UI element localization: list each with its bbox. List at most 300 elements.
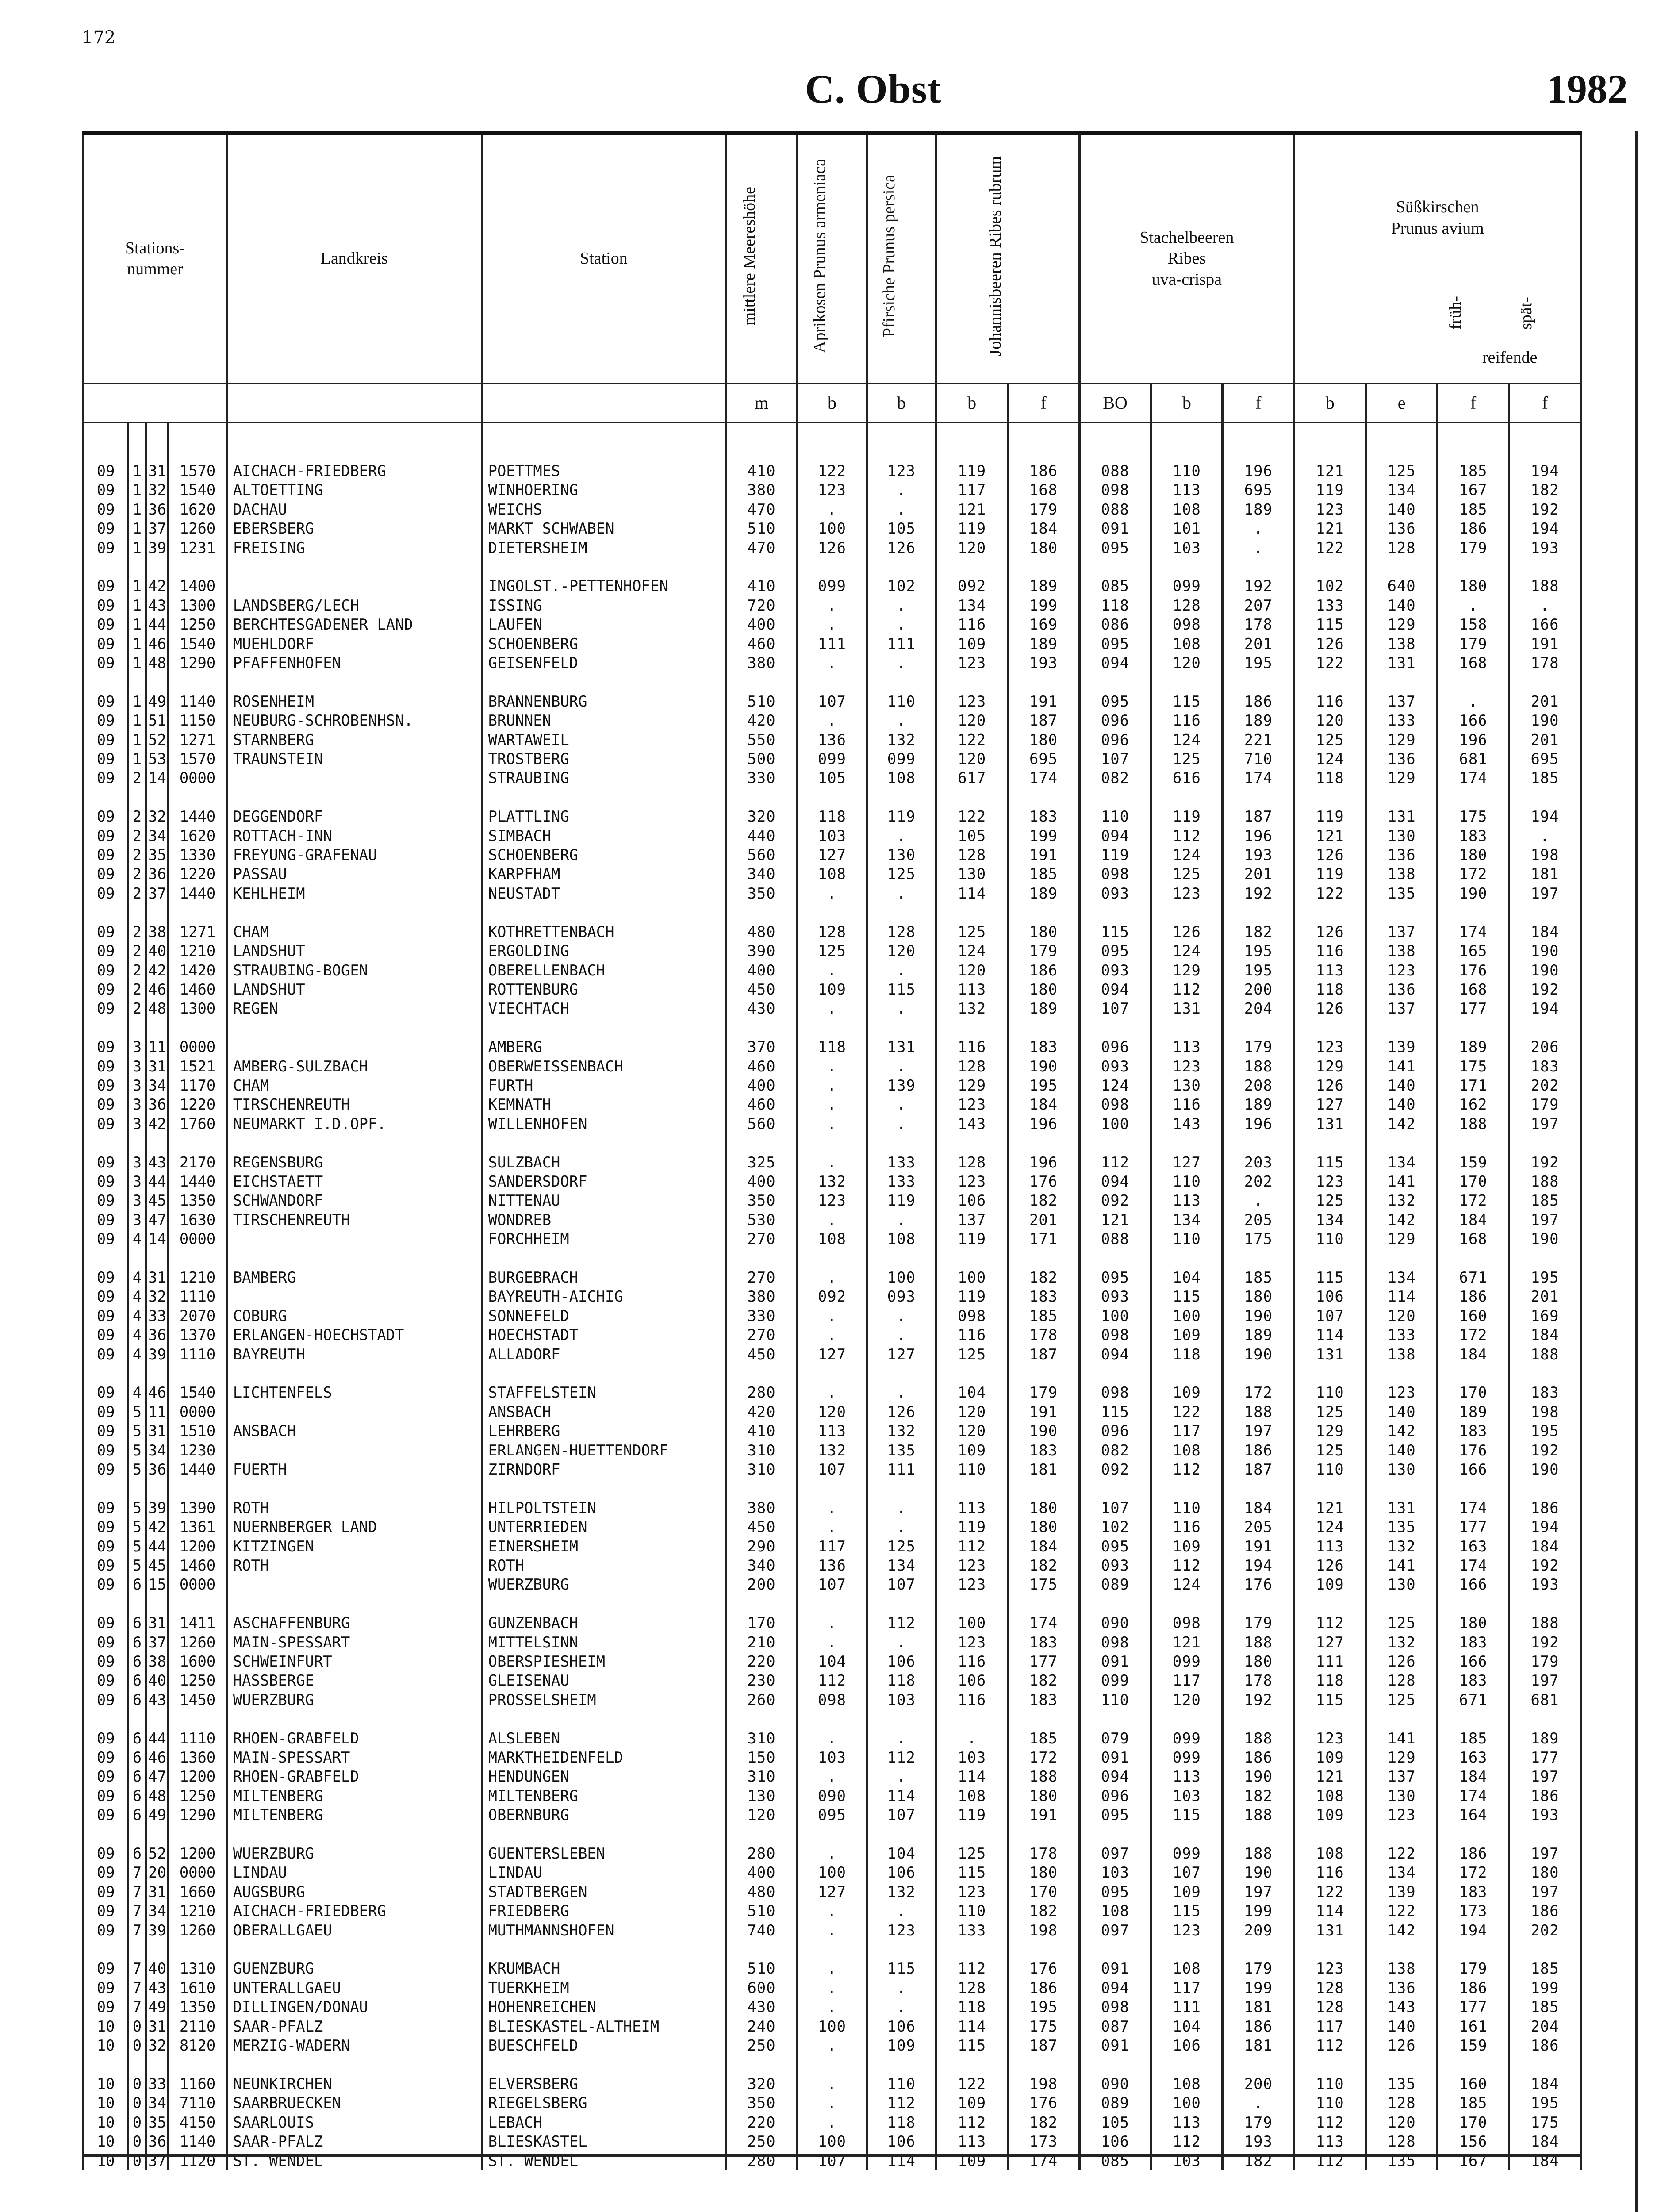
table-cell: 400 (726, 1863, 798, 1882)
table-cell: 5 (128, 1498, 146, 1517)
table-cell: 132 (936, 999, 1008, 1018)
table-row (84, 1460, 1581, 1479)
table-cell: ELVERSBERG (482, 2074, 726, 2093)
table-cell: 170 (1438, 1172, 1509, 1191)
table-cell: 103 (1151, 2151, 1223, 2170)
table-cell: 099 (867, 749, 936, 768)
table-cell: 113 (1151, 480, 1223, 499)
table-cell: 159 (1438, 2036, 1509, 2055)
table-cell: 1460 (169, 1556, 227, 1575)
table-cell: ALTOETTING (226, 480, 482, 499)
table-cell: 09 (84, 1114, 128, 1133)
table-cell: 134 (1366, 1268, 1438, 1287)
table-cell: 183 (1438, 826, 1509, 845)
table-cell: 184 (1509, 2151, 1580, 2170)
table-cell: KRUMBACH (482, 1959, 726, 1978)
table-cell: 126 (867, 538, 936, 557)
table-cell: 118 (867, 2113, 936, 2132)
table-cell: . (798, 1767, 867, 1786)
table-cell: 09 (84, 1921, 128, 1940)
table-cell: 108 (798, 1229, 867, 1248)
table-cell: BURGEBRACH (482, 1268, 726, 1287)
table-cell: 192 (1223, 576, 1294, 595)
table-cell: 110 (867, 692, 936, 711)
table-cell: 125 (1294, 1441, 1366, 1460)
table-cell: KITZINGEN (226, 1537, 482, 1556)
table-cell: 1390 (169, 1498, 227, 1517)
table-cell: 098 (1079, 1095, 1151, 1114)
table-cell: 205 (1223, 1517, 1294, 1536)
table-cell: 183 (1509, 1057, 1580, 1076)
table-cell: 09 (84, 864, 128, 883)
table-cell: . (867, 1901, 936, 1920)
table-cell: 1620 (169, 500, 227, 519)
table-row (84, 1268, 1581, 1287)
table-cell: 164 (1438, 1805, 1509, 1824)
table-cell: STRAUBING-BOGEN (226, 961, 482, 980)
table-cell: 190 (1008, 1421, 1079, 1440)
table-cell: 1370 (169, 1325, 227, 1344)
table-cell: 640 (1366, 576, 1438, 595)
table-cell: 119 (936, 1805, 1008, 1824)
table-cell: 0 (128, 2036, 146, 2055)
table-cell: 100 (1151, 2093, 1223, 2112)
table-cell: . (798, 1114, 867, 1133)
table-cell: 09 (84, 1153, 128, 1172)
table-cell: 2 (128, 884, 146, 903)
table-cell: 112 (867, 2093, 936, 2112)
table-cell: 131 (1294, 1345, 1366, 1364)
table-cell: 192 (1509, 1441, 1580, 1460)
table-cell: 184 (1509, 922, 1580, 941)
table-cell: 186 (1008, 461, 1079, 480)
table-cell: 132 (1366, 1537, 1438, 1556)
table-row (84, 576, 1581, 595)
table-cell: 172 (1008, 1748, 1079, 1767)
table-cell: 380 (726, 653, 798, 672)
table-cell: 194 (1509, 807, 1580, 826)
table-cell: 1521 (169, 1057, 227, 1076)
table-cell: 109 (1151, 1537, 1223, 1556)
table-cell: CHAM (226, 922, 482, 941)
table-cell: 420 (726, 1402, 798, 1421)
table-row (84, 864, 1581, 883)
table-row (84, 1076, 1581, 1095)
table-cell: 110 (1151, 1172, 1223, 1191)
table-cell: 142 (1366, 1421, 1438, 1440)
table-cell: 098 (1151, 1613, 1223, 1632)
table-cell: 098 (1079, 1997, 1151, 2016)
table-cell: SAARLOUIS (226, 2113, 482, 2132)
table-cell: 119 (936, 1287, 1008, 1306)
table-cell: 112 (867, 1613, 936, 1632)
table-cell: SAARBRUECKEN (226, 2093, 482, 2112)
header-frueh: früh- (1446, 296, 1465, 330)
table-cell: 115 (1294, 1153, 1366, 1172)
table-cell: 110 (1294, 1460, 1366, 1479)
table-cell: 09 (84, 1863, 128, 1882)
table-cell: 188 (1509, 1345, 1580, 1364)
table-cell: 166 (1438, 1460, 1509, 1479)
table-cell: 125 (1294, 1191, 1366, 1210)
table-cell: 510 (726, 519, 798, 538)
table-cell: . (867, 480, 936, 499)
table-cell: 0 (128, 2017, 146, 2036)
table-cell (226, 1441, 482, 1460)
table-cell: 092 (798, 1287, 867, 1306)
table-cell: 171 (1008, 1229, 1079, 1248)
table-cell: 09 (84, 961, 128, 980)
table-cell: . (1438, 596, 1509, 615)
table-cell: . (798, 711, 867, 730)
table-cell: 128 (936, 1153, 1008, 1172)
table-cell: ROTH (226, 1498, 482, 1517)
table-cell: 125 (1294, 1402, 1366, 1421)
table-cell: 137 (1366, 692, 1438, 711)
table-cell: 201 (1509, 692, 1580, 711)
table-cell: BLIESKASTEL (482, 2132, 726, 2151)
table-cell: . (867, 826, 936, 845)
table-cell: LICHTENFELS (226, 1383, 482, 1402)
table-cell: 112 (936, 1959, 1008, 1978)
table-cell: 111 (1151, 1997, 1223, 2016)
table-cell: ASCHAFFENBURG (226, 1613, 482, 1632)
table-cell: 095 (1079, 1805, 1151, 1824)
table-cell: 095 (1079, 538, 1151, 557)
table-cell: 430 (726, 999, 798, 1018)
table-cell: 250 (726, 2132, 798, 2151)
table-cell: 112 (1151, 1556, 1223, 1575)
table-cell: 187 (1008, 711, 1079, 730)
table-cell: ST. WENDEL (482, 2151, 726, 2170)
table-cell: 119 (1079, 845, 1151, 864)
table-cell: . (1223, 519, 1294, 538)
table-cell: 120 (936, 749, 1008, 768)
table-cell: 1231 (169, 538, 227, 557)
table-cell: 196 (1438, 730, 1509, 749)
table-cell: 128 (1366, 1671, 1438, 1690)
table-cell: 185 (1223, 1268, 1294, 1287)
table-cell: 130 (867, 845, 936, 864)
table-cell: 192 (1509, 500, 1580, 519)
table-row (84, 1345, 1581, 1364)
table-cell: 121 (1294, 461, 1366, 480)
table-cell: WARTAWEIL (482, 730, 726, 749)
table-cell: 1290 (169, 653, 227, 672)
table-row (84, 1767, 1581, 1786)
table-cell: 184 (1509, 1537, 1580, 1556)
table-cell: 138 (1366, 941, 1438, 960)
table-cell: RIEGELSBERG (482, 2093, 726, 2112)
table-cell: 091 (1079, 1652, 1151, 1671)
table-cell: 095 (1079, 1537, 1151, 1556)
table-cell: 6 (128, 1748, 146, 1767)
table-cell: 40 (146, 941, 169, 960)
table-cell: 1760 (169, 1114, 227, 1133)
table-cell: 09 (84, 1076, 128, 1095)
table-cell (226, 1575, 482, 1594)
table-cell: 129 (1294, 1057, 1366, 1076)
table-cell: 2 (128, 864, 146, 883)
table-cell: 118 (936, 1997, 1008, 2016)
table-cell: 106 (1294, 1287, 1366, 1306)
table-cell: 099 (798, 576, 867, 595)
table-cell: 09 (84, 1421, 128, 1440)
table-cell: 121 (1079, 1210, 1151, 1229)
table-cell: 170 (1438, 1383, 1509, 1402)
table-row (84, 961, 1581, 980)
table-cell: 1 (128, 519, 146, 538)
table-cell: 123 (936, 1172, 1008, 1191)
table-cell: 166 (1438, 1652, 1509, 1671)
table-cell: 109 (936, 634, 1008, 653)
table-cell: 410 (726, 461, 798, 480)
table-cell: 1400 (169, 576, 227, 595)
header-landkreis: Landkreis (226, 133, 482, 384)
table-cell: 340 (726, 864, 798, 883)
table-cell: 192 (1509, 1556, 1580, 1575)
group-spacer (84, 1594, 1581, 1613)
table-cell: 0 (128, 2132, 146, 2151)
table-cell: 126 (1294, 922, 1366, 941)
table-cell: 34 (146, 1901, 169, 1920)
table-cell: 7 (128, 1882, 146, 1901)
table-cell: KARPFHAM (482, 864, 726, 883)
unit-cell: b (1151, 384, 1223, 422)
table-cell: 134 (936, 596, 1008, 615)
table-row (84, 538, 1581, 557)
table-cell: 450 (726, 1517, 798, 1536)
table-cell: 09 (84, 1901, 128, 1920)
table-cell: 197 (1223, 1882, 1294, 1901)
table-cell: 111 (1294, 1652, 1366, 1671)
table-cell: 176 (1008, 2093, 1079, 2112)
table-cell: 115 (867, 1959, 936, 1978)
table-cell: 1600 (169, 1652, 227, 1671)
table-row (84, 807, 1581, 826)
table-cell: . (798, 2036, 867, 2055)
table-cell: 115 (1294, 1690, 1366, 1709)
table-cell (226, 1037, 482, 1056)
table-cell: 114 (936, 1767, 1008, 1786)
table-cell: 0 (128, 2113, 146, 2132)
table-row (84, 1172, 1581, 1191)
table-cell: 125 (936, 922, 1008, 941)
table-cell: 113 (1294, 2132, 1366, 2151)
table-cell: 189 (1223, 500, 1294, 519)
table-cell: 197 (1509, 1844, 1580, 1863)
table-cell: 270 (726, 1268, 798, 1287)
table-cell: 45 (146, 1556, 169, 1575)
table-cell: PLATTLING (482, 807, 726, 826)
table-cell: 197 (1509, 1882, 1580, 1901)
table-cell: 140 (1366, 596, 1438, 615)
table-cell: 085 (1079, 2151, 1151, 2170)
table-cell: 134 (1366, 1153, 1438, 1172)
table-cell: 128 (1151, 596, 1223, 615)
table-cell: 175 (1223, 1229, 1294, 1248)
table-cell: 106 (867, 2132, 936, 2151)
table-cell: 093 (1079, 961, 1151, 980)
table-cell: 0 (128, 2074, 146, 2093)
table-cell: 130 (1366, 1786, 1438, 1805)
table-cell: TRAUNSTEIN (226, 749, 482, 768)
table-cell: 193 (1509, 538, 1580, 557)
table-cell: 120 (1366, 1306, 1438, 1325)
table-row (84, 1114, 1581, 1133)
table-row (84, 1325, 1581, 1344)
table-cell: 129 (936, 1076, 1008, 1095)
table-cell: 34 (146, 2093, 169, 2112)
table-cell: TROSTBERG (482, 749, 726, 768)
table-cell: 136 (1366, 519, 1438, 538)
table-row (84, 634, 1581, 653)
table-cell: 560 (726, 1114, 798, 1133)
header-johannisbeeren: Johannisbeeren Ribes rubrum (936, 133, 1079, 384)
table-cell: 32 (146, 480, 169, 499)
table-cell: 135 (1366, 2151, 1438, 2170)
table-cell: 184 (1509, 2074, 1580, 2093)
group-spacer (84, 423, 1581, 461)
table-cell: . (1509, 596, 1580, 615)
table-cell: 191 (1223, 1537, 1294, 1556)
table-cell: 196 (1008, 1153, 1079, 1172)
table-row (84, 2036, 1581, 2055)
table-cell: 118 (867, 1671, 936, 1690)
table-cell: 09 (84, 1690, 128, 1709)
table-row (84, 941, 1581, 960)
table-cell: . (798, 2093, 867, 2112)
table-cell: 187 (1008, 2036, 1079, 2055)
table-cell: 181 (1223, 2036, 1294, 2055)
table-cell: 188 (1509, 576, 1580, 595)
table-cell: 187 (1223, 1460, 1294, 1479)
table-cell: STRAUBING (482, 768, 726, 787)
table-cell (226, 1402, 482, 1421)
table-cell: 189 (1008, 634, 1079, 653)
table-cell: WUERZBURG (226, 1844, 482, 1863)
table-cell: 110 (1151, 1229, 1223, 1248)
table-cell: 092 (936, 576, 1008, 595)
table-cell: . (798, 1210, 867, 1229)
table-cell: 179 (1223, 1613, 1294, 1632)
table-row (84, 480, 1581, 499)
table-cell: STADTBERGEN (482, 1882, 726, 1901)
table-cell: 098 (1079, 1325, 1151, 1344)
table-cell: 123 (867, 461, 936, 480)
table-cell: 110 (867, 2074, 936, 2093)
table-cell: 118 (1294, 980, 1366, 999)
table-cell: 178 (1223, 1671, 1294, 1690)
table-cell: 195 (1223, 961, 1294, 980)
table-cell: LEBACH (482, 2113, 726, 2132)
table-cell: 52 (146, 1844, 169, 1863)
table-cell: 111 (798, 634, 867, 653)
table-cell: 180 (1509, 1863, 1580, 1882)
table-cell: 117 (1294, 2017, 1366, 2036)
table-cell: 087 (1079, 2017, 1151, 2036)
table-cell: 189 (1008, 576, 1079, 595)
unit-cell: b (867, 384, 936, 422)
table-cell: 280 (726, 1844, 798, 1863)
table-cell: 1 (128, 730, 146, 749)
table-cell: 1260 (169, 1921, 227, 1940)
table-cell: 163 (1438, 1748, 1509, 1767)
table-cell: 100 (936, 1613, 1008, 1632)
header-aprikosen: Aprikosen Prunus armeniaca (798, 133, 867, 384)
table-cell: 185 (1509, 1191, 1580, 1210)
table-cell: 1450 (169, 1690, 227, 1709)
table-cell: 193 (1509, 1575, 1580, 1594)
table-cell: 090 (1079, 1613, 1151, 1632)
table-cell: . (1223, 2093, 1294, 2112)
table-cell: VIECHTACH (482, 999, 726, 1018)
table-cell: 095 (1079, 1268, 1151, 1287)
table-cell: 1250 (169, 615, 227, 634)
table-cell: 123 (936, 1556, 1008, 1575)
table-cell: 140 (1366, 1441, 1438, 1460)
table-cell: 113 (798, 1421, 867, 1440)
table-row (84, 1921, 1581, 1940)
table-cell: 099 (1079, 1671, 1151, 1690)
table-cell: 125 (1366, 1613, 1438, 1632)
unit-cell: f (1509, 384, 1580, 422)
table-cell: 09 (84, 730, 128, 749)
table-cell: 176 (1438, 961, 1509, 980)
table-cell: 195 (1509, 1268, 1580, 1287)
table-cell: 156 (1438, 2132, 1509, 2151)
table-cell: FUERTH (226, 1460, 482, 1479)
table-cell: 126 (798, 538, 867, 557)
table-cell: 094 (1079, 1978, 1151, 1997)
table-cell: 09 (84, 576, 128, 595)
table-cell: 176 (1008, 1172, 1079, 1191)
unit-cell: b (936, 384, 1008, 422)
table-cell: 107 (1079, 999, 1151, 1018)
table-cell: BAMBERG (226, 1268, 482, 1287)
table-cell: . (798, 1978, 867, 1997)
table-cell: 119 (1294, 480, 1366, 499)
table-cell: 43 (146, 1153, 169, 1172)
table-row (84, 461, 1581, 480)
table-cell: 136 (1366, 749, 1438, 768)
table-cell: 10 (84, 2132, 128, 2151)
table-cell: BUESCHFELD (482, 2036, 726, 2055)
table-cell: 250 (726, 2036, 798, 2055)
table-cell: 141 (1366, 1556, 1438, 1575)
table-cell: 194 (1509, 519, 1580, 538)
table-cell: 0000 (169, 1402, 227, 1421)
table-cell: 175 (1509, 2113, 1580, 2132)
table-cell: 115 (936, 1863, 1008, 1882)
table-cell: 191 (1008, 692, 1079, 711)
table-cell: 127 (798, 1345, 867, 1364)
table-cell: 107 (867, 1575, 936, 1594)
table-cell: 199 (1509, 1978, 1580, 1997)
table-cell: OBERWEISSENBACH (482, 1057, 726, 1076)
table-cell: 101 (1151, 519, 1223, 538)
table-cell: 31 (146, 1421, 169, 1440)
table-cell: 126 (1366, 1652, 1438, 1671)
table-cell: 119 (1294, 864, 1366, 883)
table-cell: 183 (1438, 1882, 1509, 1901)
table-row (84, 1729, 1581, 1748)
table-cell: 115 (1151, 692, 1223, 711)
table-cell: 184 (1223, 1498, 1294, 1517)
table-cell: 100 (798, 519, 867, 538)
table-cell: 093 (1079, 1287, 1151, 1306)
table-cell: 1 (128, 576, 146, 595)
